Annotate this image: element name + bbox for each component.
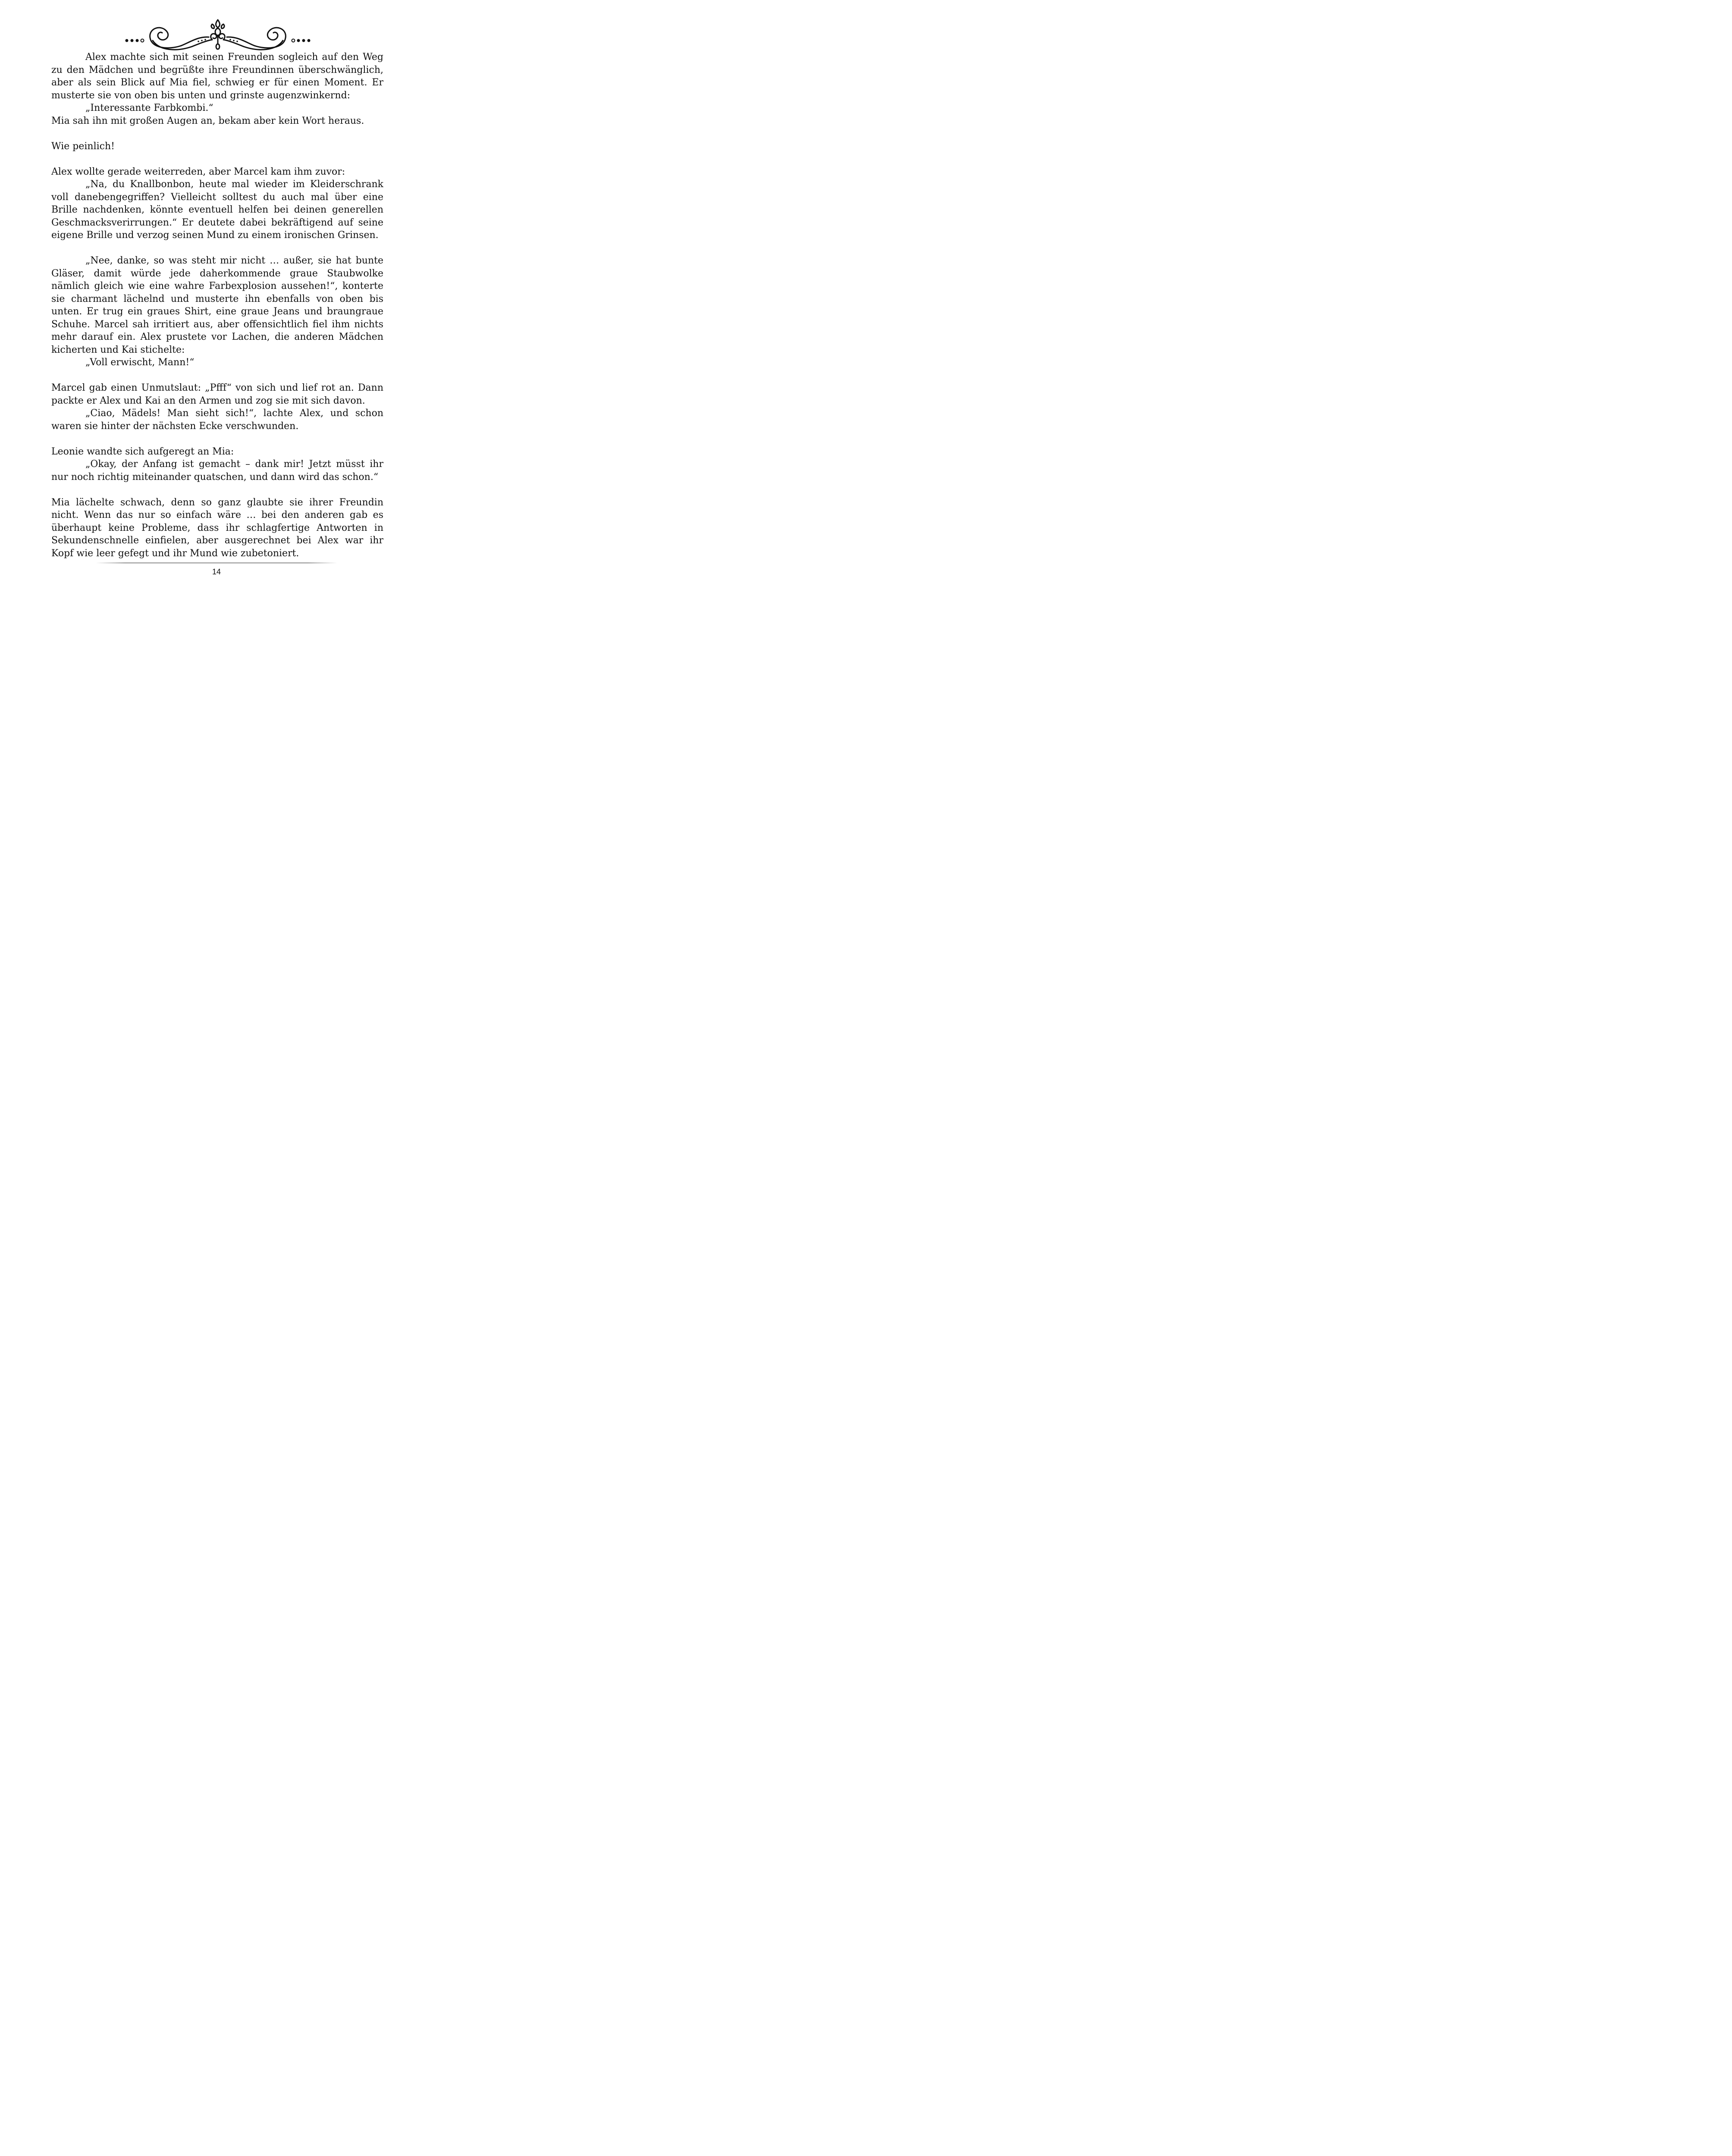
chapter-text (51, 51, 383, 560)
paragraph: Marcel gab einen Unmutslaut: „Pfff“ von sich und lief rot an. Dann packte er Alex und Kai an den Armen und zog sie mit sich davon. (51, 382, 383, 406)
paragraph: Mia lächelte schwach, denn so ganz glaubte sie ihrer Freundin nicht. Wenn das nur so einfach wäre … bei den anderen gab es überhaupt keine Probleme, dass ihr schlagfertige Antworten in Sekundenschnelle einfielen, aber ausgerechnet bei Alex war ihr Kopf wie leer gefegt und ihr Mund wie zubetoniert. (51, 497, 383, 559)
paragraph: „Na, du Knallbonbon, heute mal wieder im Kleiderschrank voll danebengegriffen? Vielleicht solltest du auch mal über eine Brille nachdenken, könnte eventuell helfen bei deinen generellen Geschmacksverirrungen.“ Er deutete dabei bekräftigend auf seine eigene Brille und verzog seinen Mund zu einem ironischen Grinsen. (51, 179, 383, 241)
paragraph: „Ciao, Mädels! Man sieht sich!“, lachte Alex, und schon waren sie hinter der nächsten Ecke verschwunden. (51, 408, 383, 432)
paragraph: „Voll erwischt, Mann!“ (85, 357, 195, 368)
paragraph: Alex machte sich mit seinen Freunden sogleich auf den Weg zu den Mädchen und begrüßte ihre Freundinnen überschwänglich, aber als sein Blick auf Mia fiel, schwieg er für einen Moment. Er musterte sie von oben bis unten und grinste augenzwinkernd: (51, 52, 383, 101)
paragraph: Mia sah ihn mit großen Augen an, bekam aber kein Wort heraus. (51, 115, 364, 126)
paragraph: Wie peinlich! (51, 141, 115, 152)
book-page (0, 0, 433, 606)
paragraph: „Okay, der Anfang ist gemacht – dank mir! Jetzt müsst ihr nur noch richtig miteinander quatschen, und dann wird das schon.“ (51, 459, 383, 483)
page-number: 14 (212, 567, 221, 576)
flourish-divider-icon (116, 12, 319, 55)
paragraph: Alex wollte gerade weiterreden, aber Marcel kam ihm zuvor: (51, 166, 345, 177)
paragraph: „Nee, danke, so was steht mir nicht … außer, sie hat bunte Gläser, damit würde jede daherkommende graue Staubwolke nämlich gleich wie eine wahre Farbexplosion aussehen!“, konterte sie charmant lächelnd und musterte ihn ebenfalls von oben bis unten. Er trug ein graues Shirt, eine graue Jeans und braungraue Schuhe. Marcel sah irritiert aus, aber offensichtlich fiel ihm nichts mehr darauf ein. Alex prustete vor Lachen, die anderen Mädchen kicherten und Kai stichelte: (51, 255, 383, 355)
paragraph: „Interessante Farbkombi.“ (85, 103, 213, 113)
paragraph: Leonie wandte sich aufgeregt an Mia: (51, 446, 234, 457)
